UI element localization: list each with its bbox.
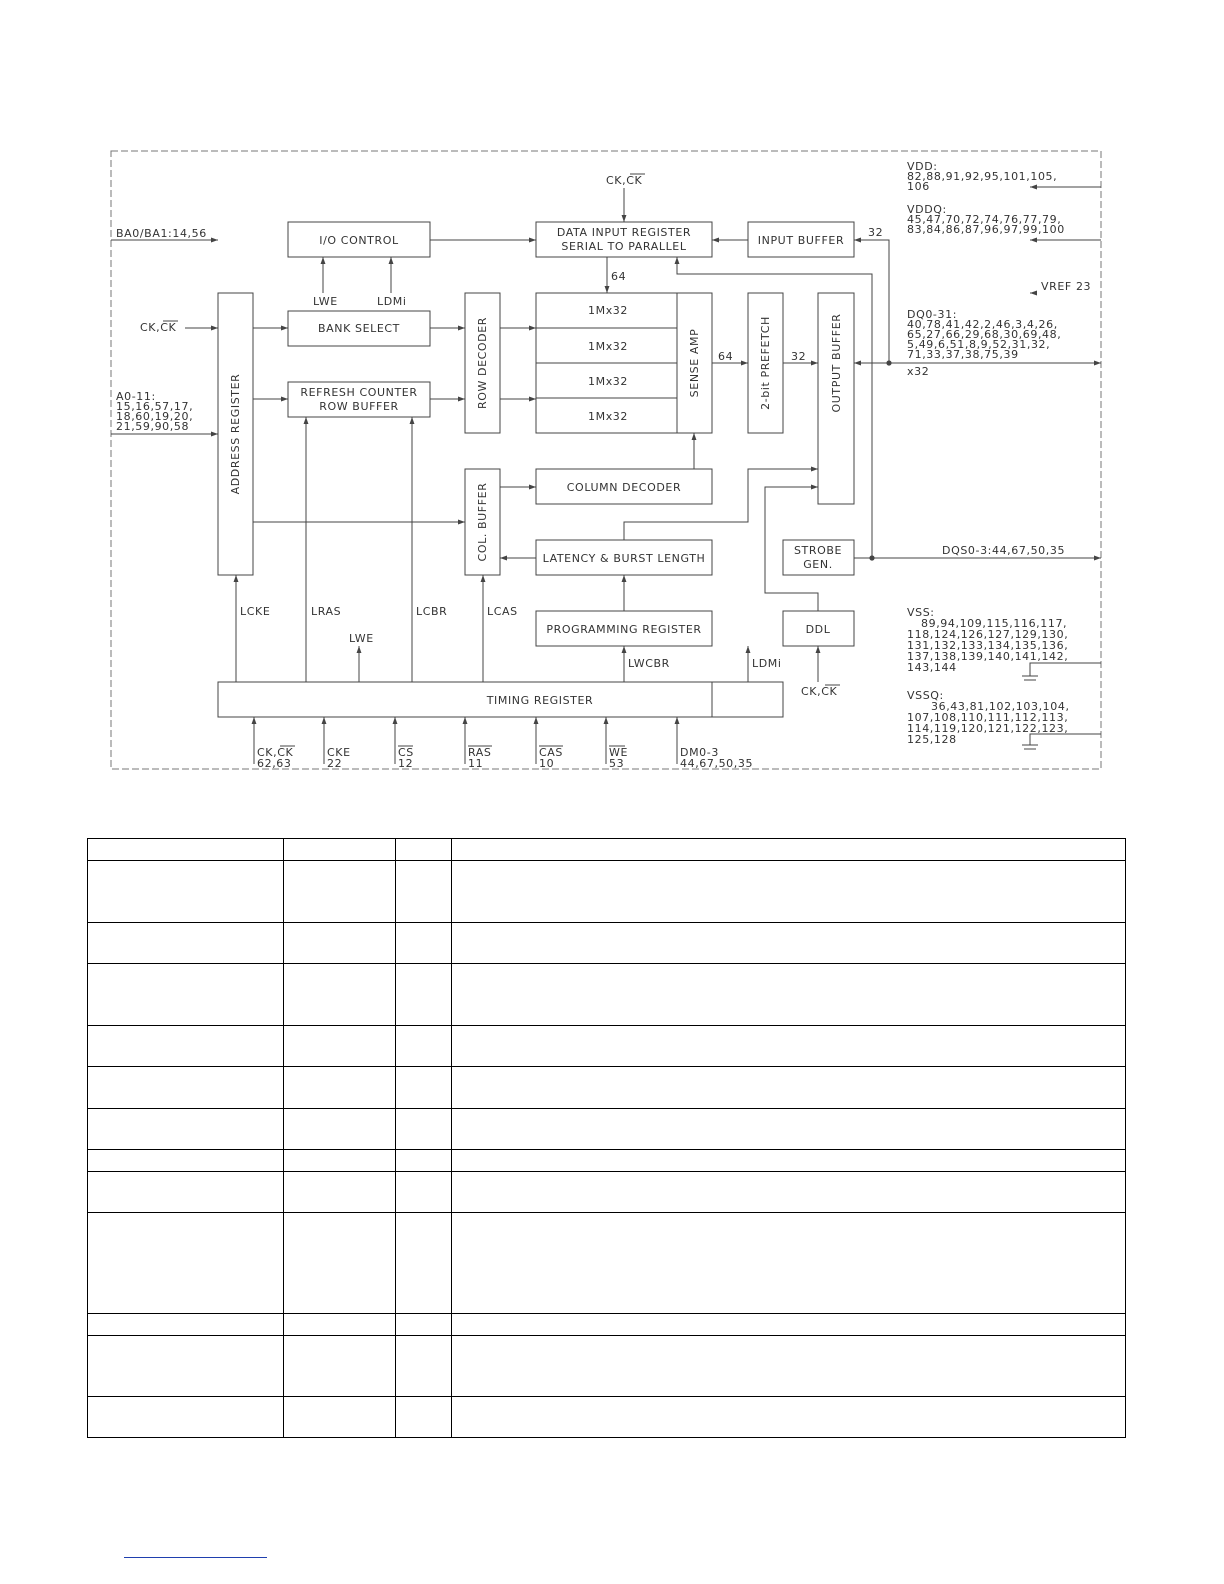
- cas-number: 10: [539, 757, 555, 770]
- col-buffer-block: [465, 469, 500, 575]
- dq-line4: 5,49,6,51,8,9,52,31,32,: [907, 338, 1051, 351]
- vdd-line2: 82,88,91,92,95,101,105,: [907, 170, 1058, 183]
- bus-64-top: 64: [611, 270, 627, 283]
- array-bank-2: 1Mx32: [588, 340, 628, 353]
- table-row: [88, 1314, 1126, 1336]
- array-bank-3: 1Mx32: [588, 375, 628, 388]
- ras-number: 11: [468, 757, 484, 770]
- right-pin-labels: [907, 160, 1091, 746]
- ck-bottom-numbers: 62,63: [257, 757, 292, 770]
- pin-description-table: [87, 838, 1126, 1438]
- dm-pin: DM0-3: [680, 746, 719, 759]
- column-decoder-label: COLUMN DECODER: [566, 481, 682, 494]
- gen-label: GEN.: [803, 558, 833, 571]
- dq-line5: 71,33,37,38,75,39: [907, 348, 1019, 361]
- vdd-title: VDD:: [907, 160, 938, 173]
- strobe-gen-block: [783, 540, 854, 575]
- row-buffer-label: ROW BUFFER: [319, 400, 399, 413]
- table-row: [88, 1397, 1126, 1438]
- cke-number: 22: [327, 757, 343, 770]
- programming-register-label: PROGRAMMING REGISTER: [546, 623, 702, 636]
- cs-number: 12: [398, 757, 414, 770]
- lwe-top-label: LWE: [313, 295, 338, 308]
- table-row: [88, 1109, 1126, 1150]
- table-row: [88, 1150, 1126, 1172]
- ck-left-pins: CK,CK: [140, 321, 177, 334]
- output-buffer-label: OUTPUT BUFFER: [830, 313, 843, 413]
- address-register-label: ADDRESS REGISTER: [229, 373, 242, 495]
- vddq-line3: 83,84,86,87,96,97,99,100: [907, 223, 1065, 236]
- vss-line6: 143,144: [907, 661, 957, 674]
- vddq-line2: 45,47,70,72,74,76,77,79,: [907, 213, 1062, 226]
- array-bank-4: 1Mx32: [588, 410, 628, 423]
- table-row: [88, 1336, 1126, 1397]
- prefetch-label: 2-bit PREFETCH: [759, 316, 772, 410]
- ldmi-top-label: LDMi: [377, 295, 407, 308]
- cas-pin: CAS: [539, 746, 563, 759]
- bottom-pin-labels: [257, 746, 753, 770]
- lwcbr-label: LWCBR: [628, 657, 670, 670]
- address-register-block: [218, 293, 253, 575]
- table-row: [88, 1067, 1126, 1109]
- bus-32-input: 32: [868, 226, 884, 239]
- table-row: [88, 1026, 1126, 1067]
- lcas-label: LCAS: [487, 605, 518, 618]
- ck-top-label: CK,CK: [606, 174, 643, 187]
- table-row: [88, 861, 1126, 923]
- serial-to-parallel-label: SERIAL TO PARALLEL: [561, 240, 687, 253]
- table-row: [88, 839, 1126, 861]
- strobe-label: STROBE: [793, 544, 843, 557]
- vss-line2: 89,94,109,115,116,117,: [921, 617, 1068, 630]
- vss-line3: 118,124,126,127,129,130,: [907, 628, 1069, 641]
- row-decoder-block: [465, 293, 500, 433]
- latency-burst-block: [536, 540, 712, 575]
- dq-width: x32: [907, 365, 930, 378]
- ba-pins: BA0/BA1:14,56: [116, 227, 207, 240]
- address-pins-line3: 18,60,19,20,: [116, 410, 194, 423]
- refresh-counter-block: [288, 382, 430, 417]
- row-decoder-label: ROW DECODER: [476, 316, 489, 410]
- dq-line2: 40,78,41,42,2,46,3,4,26,: [907, 318, 1058, 331]
- io-control-label: I/O CONTROL: [319, 234, 399, 247]
- input-buffer-label: INPUT BUFFER: [757, 234, 845, 247]
- prefetch-block: [748, 293, 783, 433]
- cs-pin: CS: [398, 746, 414, 759]
- timing-register-label: TIMING REGISTER: [486, 694, 594, 707]
- sense-amp-block: [677, 293, 712, 433]
- ldmi-bottom-label: LDMi: [752, 657, 782, 670]
- latency-burst-label: LATENCY & BURST LENGTH: [542, 552, 706, 565]
- vssq-line5: 125,128: [907, 733, 957, 746]
- signal-wires: [111, 187, 1101, 764]
- dm-numbers: 44,67,50,35: [680, 757, 754, 770]
- vssq-title: VSSQ:: [907, 689, 944, 702]
- memory-array-block: [536, 293, 677, 433]
- address-pins-title: A0-11:: [116, 390, 156, 403]
- vref-pin: VREF 23: [1041, 280, 1092, 293]
- ck-bottom-pins: CK,CK: [257, 746, 294, 759]
- dq-line3: 65,27,66,29,68,30,69,48,: [907, 328, 1062, 341]
- vss-line5: 137,138,139,140,141,142,: [907, 650, 1069, 663]
- data-input-label: DATA INPUT REGISTER: [556, 226, 692, 239]
- io-control-block: [288, 222, 430, 257]
- programming-register-block: [536, 611, 712, 646]
- table-row: [88, 964, 1126, 1026]
- vdd-line3: 106: [907, 180, 930, 193]
- vssq-line3: 107,108,110,111,112,113,: [907, 711, 1069, 724]
- bank-select-block: [288, 311, 430, 346]
- we-number: 53: [609, 757, 625, 770]
- bank-select-label: BANK SELECT: [317, 322, 401, 335]
- array-bank-1: 1Mx32: [588, 304, 628, 317]
- ddl-block: [783, 611, 854, 646]
- we-pin: WE: [609, 746, 629, 759]
- footer-link-underline[interactable]: [124, 1557, 267, 1558]
- vssq-line2: 36,43,81,102,103,104,: [931, 700, 1070, 713]
- cke-pin: CKE: [327, 746, 351, 759]
- col-buffer-label: COL. BUFFER: [476, 482, 489, 562]
- bus-32-mid: 32: [791, 350, 807, 363]
- bus-64-mid: 64: [718, 350, 734, 363]
- output-buffer-block: [818, 293, 854, 504]
- data-input-register-block: [536, 222, 712, 257]
- refresh-counter-label: REFRESH COUNTER: [300, 386, 418, 399]
- lras-label: LRAS: [311, 605, 342, 618]
- lcbr-label: LCBR: [416, 605, 448, 618]
- table-row: [88, 923, 1126, 964]
- address-pins-line4: 21,59,90,58: [116, 420, 190, 433]
- dqs-pins: DQS0-3:44,67,50,35: [942, 544, 1066, 557]
- lwe-bottom-label: LWE: [349, 632, 374, 645]
- ddl-label: DDL: [805, 623, 831, 636]
- table-row: [88, 1213, 1126, 1314]
- vss-title: VSS:: [907, 606, 935, 619]
- address-pins-line2: 15,16,57,17,: [116, 400, 194, 413]
- vssq-line4: 114,119,120,121,122,123,: [907, 722, 1069, 735]
- ras-pin: RAS: [468, 746, 492, 759]
- lcke-label: LCKE: [240, 605, 271, 618]
- left-pin-labels: [116, 227, 207, 433]
- table-row: [88, 1172, 1126, 1213]
- vddq-title: VDDQ:: [907, 203, 947, 216]
- ck-ddl-label: CK,CK: [801, 685, 838, 698]
- column-decoder-block: [536, 469, 712, 504]
- timing-register-block: [218, 682, 783, 717]
- sense-amp-label: SENSE AMP: [688, 328, 701, 398]
- input-buffer-block: [748, 222, 854, 257]
- dq-title: DQ0-31:: [907, 308, 957, 321]
- vss-line4: 131,132,133,134,135,136,: [907, 639, 1069, 652]
